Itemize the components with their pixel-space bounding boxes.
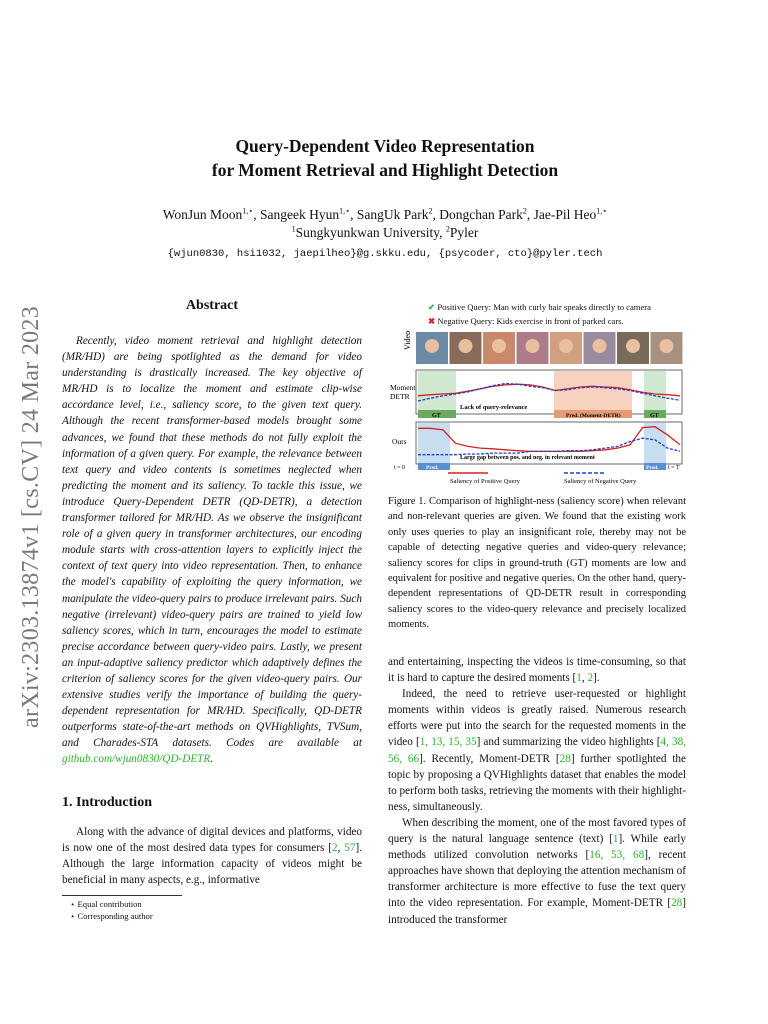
arxiv-stamp: arXiv:2303.13874v1 [cs.CV] 24 Mar 2023 (18, 305, 44, 728)
ours-label: Ours (392, 437, 407, 446)
text-run: Indeed, the need to retrieve user-requested or highlight moments within videos is greatly raised. Numerous research efforts were put into the search for the requested moments in the video [ (388, 688, 686, 749)
author-sup: 2 (428, 206, 433, 216)
cross-icon: ✖ (428, 316, 436, 326)
title-line-2: for Moment Retrieval and Highlight Detection (211, 160, 559, 180)
author-name: SangUk Park (356, 207, 429, 222)
figure-graphic (388, 300, 688, 488)
legend-neg-label: Saliency of Negative Query (564, 478, 637, 485)
citation-link[interactable]: 1, 13, 15, 35 (419, 736, 477, 749)
abstract-body (62, 333, 362, 768)
affil-sup: 1 (291, 224, 296, 234)
paragraph (388, 815, 686, 928)
affiliation-1: Sungkyunkwan University, (295, 225, 446, 240)
abstract-end: . (210, 753, 214, 766)
negative-query-text: Negative Query: Kids exercise in front of parked cars. (437, 316, 624, 326)
footnote-corresponding: ⋆ Corresponding author (70, 911, 153, 921)
text-run: and entertaining, inspecting the videos is time-consuming, so that it is hard to capture the desired moments [ (388, 656, 686, 685)
positive-query-text: Positive Query: Man with curly hair speaks directly to camera (437, 302, 651, 312)
positive-saliency-line (418, 427, 680, 452)
author-sup: 1,⋆ (242, 206, 254, 216)
citation-link[interactable]: 1 (612, 833, 619, 846)
gt-label: GT (432, 413, 441, 419)
text-run: ] further spotlighted the topic by proposing a QVHighlights dataset that enables the model to perform both tasks, retrieving the moments with their highlight-ness, simultaneously. (388, 752, 686, 813)
citation-link[interactable]: 4, 38, 56, 66 (388, 736, 687, 765)
author-sup: 2 (522, 206, 527, 216)
pred-label: Pred. (646, 465, 659, 471)
gt-region-right (644, 371, 666, 413)
intro-text: ]. Although the large information capacity of videos might be beneficial in many aspects, e.g., informative (62, 842, 362, 887)
gt-region-left (418, 371, 456, 413)
figure-caption: Figure 1. Comparison of highlight-ness (saliency score) when relevant and non-relevant queries are given. We found that the existing work only uses queries to play an insignificant role, thereby may not be capable of detecting negative queries and video-query relevance; saliency scores for clips in ground-truth (GT) moments are low and equivalent for positive and negative queries. On the other hand, query-dependent representations of QD-DETR result in corresponding saliency scores to the video-query relevance and precisely localized moments. (388, 496, 686, 631)
citation-link[interactable]: 28 (671, 897, 683, 910)
t-zero-label: t = 0 (394, 465, 406, 471)
author-name: Sangeek Hyun (260, 207, 340, 222)
author-sup: 1,⋆ (339, 206, 351, 216)
pred-label: Pred. (426, 465, 439, 471)
text-run: ]. (593, 672, 600, 685)
footnote-rule (62, 895, 182, 896)
frame-face (492, 339, 506, 353)
ours-lines (418, 427, 680, 455)
video-row-label: Video (403, 330, 412, 350)
gap-annotation: Large gap between pos. and neg. in relevant moment (460, 455, 595, 461)
moment-detr-label: Moment DETR (390, 383, 416, 401)
abstract-text: Recently, video moment retrieval and highlight detection (MR/HD) are being spotlighted as the demand for video understanding is drastically increased. The key objective of MR/HD is to localize the moment and estimate clip-wise accordance level, i.e., saliency score, to the given text query. Although the recent transformer-based models brought some advances, we found that these methods do not fully exploit the information of a given query. For example, the relevance between text query and video contents is sometimes neglected when predicting the moment and its saliency. To tackle this issue, we introduce Query-Dependent DETR (QD-DETR), a detection transformer tailored for MR/HD. As we observe the insignificant role of a given query in transformer architectures, our encoding module starts with cross-attention layers to explicitly inject the context of text query into video representation. Then, to enhance the model's capability of exploiting the query information, we manipulate the video-query pairs to produce irrelevant pairs. Such negative (irrelevant) video-query pairs are trained to yield low saliency scores, which in turn, encourages the model to estimate precise accordance between query-video pairs. Lastly, we present an input-adaptive saliency predictor which adaptively defines the criterion of saliency scores for the given video-query pairs. Our extensive studies verify the importance of building the query-dependent representation for MR/HD. Specifically, QD-DETR outperforms state-of-the-art methods on QVHighlights, TVSum, and Charades-STA datasets. Codes are available at (62, 335, 362, 750)
footnote-equal: ⋆ Equal contribution (70, 899, 142, 909)
positive-saliency-line (418, 384, 680, 396)
code-link[interactable]: github.com/wjun0830/QD-DETR (62, 753, 211, 766)
frame-face (459, 339, 473, 353)
citation-link[interactable]: 57 (344, 842, 356, 855)
author-block (90, 206, 680, 242)
citation-link[interactable]: 1 (576, 672, 582, 685)
figure-1 (388, 300, 688, 488)
negative-saliency-line (418, 384, 680, 402)
text-run: ]. While early methods utilized convolution networks [ (388, 833, 686, 862)
author-name: Jae-Pil Heo (533, 207, 597, 222)
title-line-1: Query-Dependent Video Representation (235, 136, 535, 156)
intro-text: Along with the advance of digital devices and platforms, video is now one of the most desired data types for consumers [ (62, 826, 362, 855)
gt-label: GT (650, 413, 659, 419)
video-frames (416, 332, 683, 364)
intro-text: , (337, 842, 345, 855)
frame-face (660, 339, 674, 353)
text-run: ]. Recently, Moment-DETR [ (419, 752, 560, 765)
legend-pos-label: Saliency of Positive Query (450, 478, 520, 485)
pred-region-moment-detr (554, 371, 632, 413)
intro-heading: 1. Introduction (62, 795, 152, 810)
frame-face (593, 339, 607, 353)
pred-moment-label: Pred. (Moment-DETR) (566, 413, 621, 419)
text-run: ], recent approaches have shown that deploying the attention mechanism of transformer architecture is more effective to fuse the text query into the video representation. For example, Moment-DETR [ (388, 849, 686, 910)
paragraph (388, 686, 686, 815)
intro-paragraph (62, 824, 362, 888)
citation-link[interactable]: 28 (559, 752, 571, 765)
text-run: When describing the moment, one of the most favored types of query is the natural language sentence (text) [ (388, 816, 686, 846)
affiliation-2: Pyler (449, 225, 479, 240)
text-run: ] introduced the transformer (388, 897, 686, 926)
frame-face (526, 339, 540, 353)
text-run: ] and summarizing the video highlights [ (476, 736, 661, 749)
affil-sup: 2 (445, 224, 450, 234)
frame-face (425, 339, 439, 353)
lack-annotation: Lack of query-relevance (460, 404, 528, 411)
frame-face (559, 339, 573, 353)
citation-link[interactable]: 2 (331, 842, 338, 855)
author-name: WonJun Moon (162, 207, 243, 222)
author-name: Dongchan Park (439, 207, 523, 222)
citation-link[interactable]: 16, 53, 68 (589, 849, 645, 862)
abstract-heading: Abstract (185, 298, 239, 313)
citation-link[interactable]: 2 (587, 672, 594, 685)
paper-title (90, 134, 680, 182)
footnotes (70, 898, 153, 922)
affiliations (90, 224, 680, 242)
right-column-text (388, 654, 686, 928)
t-end-label: t = T (668, 465, 680, 471)
author-names: WonJun Moon$^{1,⋆}$, Sangeek Hyun$^{1,⋆}$, SangUk Park$^2$, Dongchan Park$^2$, Jae-Pil Heo$^{1,⋆}$ (162, 206, 608, 222)
paragraph: and entertaining, inspecting the videos is time-consuming, so that it is hard to capture the desired moments [1, 2]. (388, 656, 686, 685)
pred-region-ours-right (644, 423, 666, 463)
moment-detr-lines (418, 384, 680, 402)
author-emails: {wjun0830, hsi1032, jaepilheo}@g.skku.edu, {psycoder, cto}@pyler.tech (167, 248, 603, 260)
frame-face (626, 339, 640, 353)
author-sup: 1,⋆ (596, 206, 608, 216)
check-icon: ✔ (428, 302, 436, 312)
negative-saliency-line (418, 438, 680, 455)
